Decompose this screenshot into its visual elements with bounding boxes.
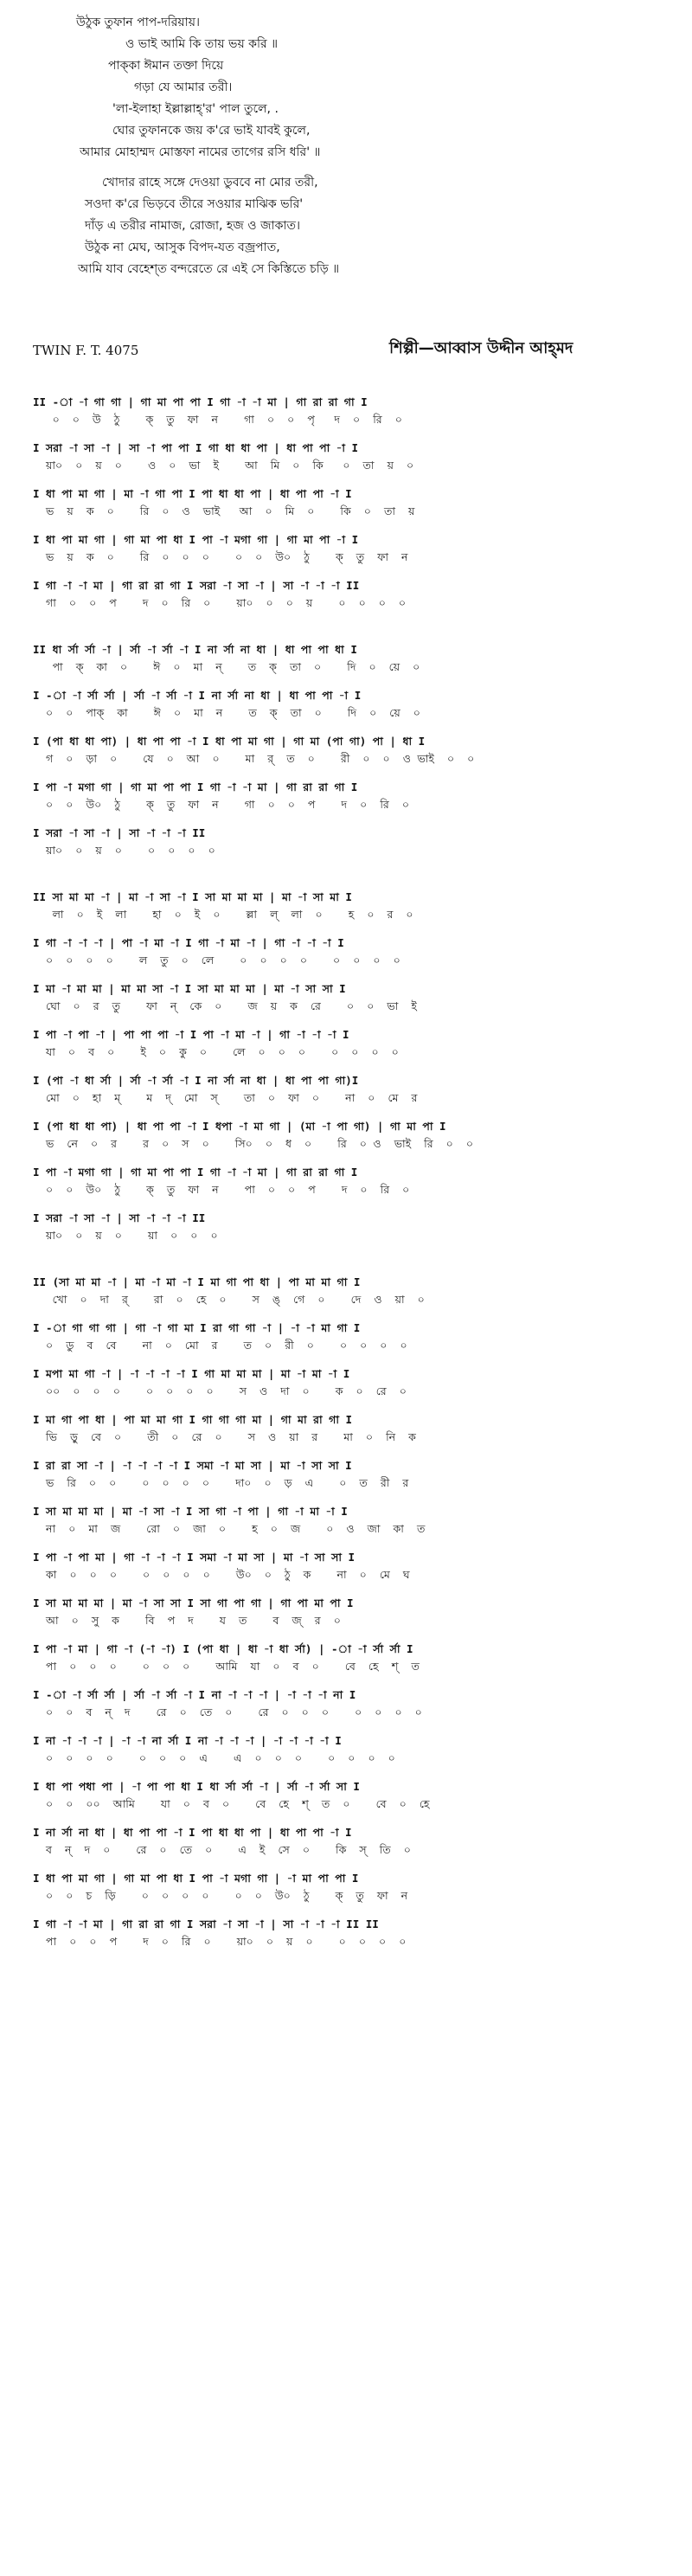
lyric-syllable-line: ০ ০ ব ন্ দ রে ০ তে ০ রে ০ ০ ০ ০ ০ ০ ০ [33,1706,422,1718]
lyric-syllable-line: গা ০ ০ প দ ০ রি ০ য়া০ ০ ০ য় ০ ০ ০ ০ [33,596,407,609]
swara-line: I গা -া -া মা | গা রা রা গা I সরা -া সা -া | সা -া -া -া II II [33,1918,379,1930]
lyric-syllable-line: গ ০ ড়া ০ যে ০ আ ০ মা র্ ত ০ রী ০ ০ ও ভাই ০ ০ [33,752,475,765]
swara-line: I সা মা মা মা | মা -া সা -া I সা গা -া পা | গা -া মা -া I [33,1505,348,1518]
lyric-line: সওদা ক'রে ভিড়বে তীরে সওয়ার মাঝিক ভরি' [85,197,304,211]
lyric-line: উঠুক না মেঘ, আসুক বিপদ-যত বজ্রপাত, [85,241,280,254]
swara-line: I ধা পা পধা পা | -া পা পা ধা I ধা র্সা র্সা -া | র্সা -া র্সা সা I [33,1780,360,1793]
lyric-syllable-line: ০০ ০ ০ ০ ০ ০ ০ ০ স ও দা ০ ক ০ রে ০ [33,1384,407,1397]
notation-row [33,1732,673,1767]
swara-line: I পা -া মগা গা | গা মা পা পা I গা -া -া মা | গা রা রা গা I [33,781,358,793]
notation-row [33,1457,673,1492]
lyric-syllable-line: ভ য় ক ০ রি ০ ০ ০ ০ ০ উ০ ঠু ক্ তু ফা ন [33,550,408,563]
lyric-syllable-line: ঘো ০ র তু ফা ন্ কে ০ জ য় ক রে ০ ০ ভা ই [33,999,417,1012]
swara-line: I ধা পা মা গা | গা মা পা ধা I পা -া মগা গা | গা মা পা -া I [33,533,359,546]
lyric-syllable-line: ভি ড়ু বে ০ তী ০ রে ০ স ও য়া র মা ০ নি ক [33,1430,416,1443]
lyric-syllable-line: য়া০ ০ য় ০ য়া ০ ০ ০ [33,1229,218,1242]
lyric-syllable-line: না ০ মা জ রো ০ জা ০ হ ০ জ ০ ও জা কা ত [33,1522,426,1535]
notation-row [33,1595,673,1629]
notation-row [33,440,673,474]
swara-line: I মপা মা গা -া | -া -া -া -া I গা মা মা মা | মা -া মা -া I [33,1367,350,1380]
notation-row [33,1274,673,1308]
swara-line: I -া গা গা গা | গা -া গা মা I রা গা গা -া | -া -া মা গা I [33,1321,361,1334]
lyric-line: দাঁড় এ তরীর নামাজ, রোজা, হজ ও জাকাত। [85,219,300,233]
lyric-line: উঠুক তুফান পাপ-দরিয়ায়। [76,16,200,29]
lyric-syllable-line: পা ০ ০ প দ ০ রি ০ য়া০ ০ য় ০ ০ ০ ০ ০ [33,1935,407,1948]
notation-section [33,394,673,1980]
notation-row [33,1118,673,1153]
swara-line: I (পা -া ধা র্সা | র্সা -া র্সা -া I না র্সা না ধা | ধা পা পা গা)I [33,1074,359,1087]
lyric-syllable-line: ০ ০ উ০ ঠু ক্ তু ফা ন পা ০ ০ প দ ০ রি ০ [33,1183,410,1196]
lyric-syllable-line: পা ০ ০ ০ ০ ০ ০ আমি যা ০ ব ০ বে হে শ্ ত [33,1660,420,1673]
notation-row [33,1320,673,1354]
notation-row [33,1164,673,1198]
notation-row [33,935,673,969]
notation-row [33,779,673,813]
swara-line: I পা -া পা -া | পা পা পা -া I পা -া মা -া | গা -া -া -া I [33,1028,349,1041]
lyric-syllable-line: ০ ডু ব বে না ০ মো র ত ০ রী ০ ০ ০ ০ ০ [33,1339,407,1352]
lyric-syllable-line: য়া০ ০ য় ০ ০ ০ ০ ০ [33,844,215,857]
lyric-syllable-line: খো ০ দা র্ রা ০ হে ০ স ঙ্ গে ০ দে ও য়া ০ [33,1293,425,1306]
notation-row [33,1549,673,1584]
swara-line: I সরা -া সা -া | সা -া -া -া II [33,1211,206,1224]
notation-row [33,1778,673,1813]
notation-row [33,1411,673,1446]
song-lyrics [0,12,692,280]
notation-row [33,825,673,859]
swara-line: I পা -া মা | গা -া (-া -া) I (পা ধা | ধা -া ধা র্সা) | -া -া র্সা র্সা I [33,1642,413,1655]
notation-block-1 [33,394,673,612]
record-id: TWIN F. T. 4075 [33,343,139,358]
notation-row [33,1210,673,1244]
notation-block-2 [33,641,673,859]
lyric-line: ঘোর তুফানকে জয় ক'রে ভাই যাবই কুলে, [112,124,311,138]
notation-row [33,577,673,612]
swara-line: I সরা -া সা -া | সা -া পা পা I গা ধা ধা পা | ধা পা পা -া I [33,441,359,454]
lyric-syllable-line: ব ন্ দ ০ রে ০ তে ০ এ ই সে ০ কি স্ তি ০ [33,1843,411,1856]
notation-row [33,1686,673,1721]
swara-line: II -া -া গা গা | গা মা পা পা I গা -া -া মা | গা রা রা গা I [33,395,368,408]
lyric-syllable-line: কা ০ ০ ০ ০ ০ ০ ০ উ০ ০ ঠু ক না ০ মে ঘ [33,1568,410,1581]
swara-line: I পা -া মগা গা | গা মা পা পা I গা -া -া মা | গা রা রা গা I [33,1166,358,1179]
notation-row [33,531,673,566]
notation-row [33,1641,673,1675]
swara-line: I গা -া -া -া | পা -া মা -া I গা -া মা -া | গা -া -া -া I [33,936,344,949]
swara-line: I (পা ধা ধা পা) | ধা পা পা -া I ধপা -া মা গা | (মা -া পা গা) | গা মা পা I [33,1120,446,1133]
notation-row [33,485,673,520]
notation-row [33,1824,673,1859]
lyric-syllable-line: ০ ০ পাক্ কা ঈ ০ মা ন ত ক্ তা ০ দি ০ য়ে ০ [33,706,420,719]
lyric-syllable-line: ০ ০ উ ঠু ক্ তু ফা ন গা ০ ০ পৃ দ ০ রি ০ [33,413,402,426]
lyrics-stanza-2 [0,172,692,280]
swara-line: I সা মা মা মা | মা -া সা সা I সা গা পা গা | গা পা মা পা I [33,1596,354,1609]
lyric-syllable-line: ভ য় ক ০ রি ০ ও ভাই আ ০ মি ০ কি ০ তা য় [33,504,415,517]
lyric-syllable-line: ভ রি ০ ০ ০ ০ ০ ০ দা০ ০ ড় এ ০ ত রী র [33,1476,409,1489]
lyric-syllable-line: ০ ০ ০ ০ ০ ০ ০ এ এ ০ ০ ০ ০ ০ ০ ০ [33,1751,395,1764]
swara-line: II সা মা মা -া | মা -া সা -া I সা মা মা মা | মা -া সা মা I [33,890,352,903]
lyric-syllable-line: পা ক্ কা ০ ঈ ০ মা ন্ ত ক্ তা ০ দি ০ য়ে ০ [33,660,420,673]
lyric-syllable-line: য়া০ ০ য় ০ ও ০ ভা ই আ মি ০ কি ০ তা য় ০ [33,459,414,472]
swara-line: I পা -া পা মা | গা -া -া -া I সমা -া মা সা | মা -া সা সা I [33,1551,356,1564]
swara-line: I ধা পা মা গা | মা -া গা পা I পা ধা ধা পা | ধা পা পা -া I [33,487,352,500]
lyric-syllable-line: লা ০ ই লা হা ০ ই ০ ল্লা ল্ লা ০ হ ০ র ০ [33,908,413,921]
swara-line: I গা -া -া মা | গা রা রা গা I সরা -া সা -া | সা -া -া -া II [33,579,360,592]
swara-line: I মা গা পা ধা | পা মা মা গা I গা গা গা মা | গা মা রা গা I [33,1413,353,1426]
swara-line: I -া -া র্সা র্সা | র্সা -া র্সা -া I না -া -া -া | -া -া -া না I [33,1688,356,1701]
lyric-line: গড়া যে আমার তরী। [134,80,233,94]
notation-block-4 [33,1274,673,1950]
notation-row [33,1365,673,1400]
swara-line: I সরা -া সা -া | সা -া -া -া II [33,826,206,839]
lyric-syllable-line: মো ০ হা ম্ ম দ্ মো স্ তা ০ ফা ০ না ০ মে র [33,1091,418,1104]
lyric-line: পাক্‌কা ঈমান তক্তা দিয়ে [108,59,224,73]
notation-row [33,1026,673,1061]
lyric-syllable-line: ০ ০ চ ড়ি ০ ০ ০ ০ ০ ০ উ০ ঠু ক্ তু ফা ন [33,1889,408,1902]
notation-row [33,980,673,1015]
record-header [33,336,673,370]
notation-row [33,1072,673,1107]
swara-line: I না -া -া -া | -া -া না র্সা I না -া -া -া | -া -া -া -া I [33,1734,342,1747]
notation-row [33,641,673,676]
lyric-syllable-line: যা ০ ব ০ ই ০ কু ০ লে ০ ০ ০ ০ ০ ০ ০ [33,1045,399,1058]
notation-row [33,687,673,722]
swara-line: I -া -া র্সা র্সা | র্সা -া র্সা -া I না র্সা না ধা | ধা পা পা -া I [33,689,362,702]
swara-line: I মা -া মা মা | মা মা সা -া I সা মা মা মা | মা -া সা সা I [33,982,346,995]
notation-block-3 [33,889,673,1244]
swara-line: II ধা র্সা র্সা -া | র্সা -া র্সা -া I না র্সা না ধা | ধা পা পা ধা I [33,643,357,656]
lyric-syllable-line: ০ ০ উ০ ঠু ক্ তু ফা ন গা ০ ০ প দ ০ রি ০ [33,798,409,811]
notation-row [33,889,673,923]
lyric-syllable-line: ০ ০ ০০ আমি যা ০ ব ০ বে হে শ্ ত ০ বে ০ হে [33,1797,430,1810]
notation-row [33,733,673,768]
notation-row [33,1916,673,1950]
swara-line: I না র্সা না ধা | ধা পা পা -া I পা ধা ধা পা | ধা পা পা -া I [33,1826,352,1839]
notation-row [33,1503,673,1538]
lyric-line: 'লা-ইলাহা ইল্লাল্লাহ্'র' পাল তুলে, . [112,102,279,116]
lyric-syllable-line: ভ নে ০ র র ০ স ০ সি০ ০ ধ ০ রি ০ ও ভাই রি ০ ০ [33,1137,473,1150]
swara-line: II (সা মা মা -া | মা -া মা -া I মা গা পা ধা | পা মা মা গা I [33,1275,361,1288]
lyrics-stanza-1 [0,12,692,164]
lyric-line: খোদার রাহে সঙ্গে দেওয়া ডুববে না মোর তরী, [102,176,318,190]
swara-line: I রা রা সা -া | -া -া -া -া I সমা -া মা সা | মা -া সা সা I [33,1459,352,1472]
lyric-line: আমি যাব বেহেশ্‌ত বন্দরেতে রে এই সে কিস্তিতে চড়ি ॥ [78,262,340,276]
lyric-line: আমার মোহাম্মদ মোস্তফা নামের তাগের রসি ধরি' ॥ [80,145,321,159]
notation-row [33,394,673,428]
notation-row [33,1870,673,1905]
swara-line: I ধা পা মা গা | গা মা পা ধা I পা -া মগা গা | -া মা পা পা I [33,1872,359,1885]
lyric-syllable-line: আ ০ সু ক বি প দ য ত ব জ্ র ০ [33,1614,341,1627]
lyric-line: ও ভাই আমি কি তায় ভয় করি ॥ [125,37,279,51]
artist-credit: শিল্পী—আব্বাস উদ্দীন আহ্‌মদ [389,339,573,357]
lyric-syllable-line: ০ ০ ০ ০ ল তু ০ লে ০ ০ ০ ০ ০ ০ ০ ০ [33,954,400,967]
swara-line: I (পা ধা ধা পা) | ধা পা পা -া I ধা পা মা গা | গা মা (পা গা) পা | ধা I [33,735,426,748]
